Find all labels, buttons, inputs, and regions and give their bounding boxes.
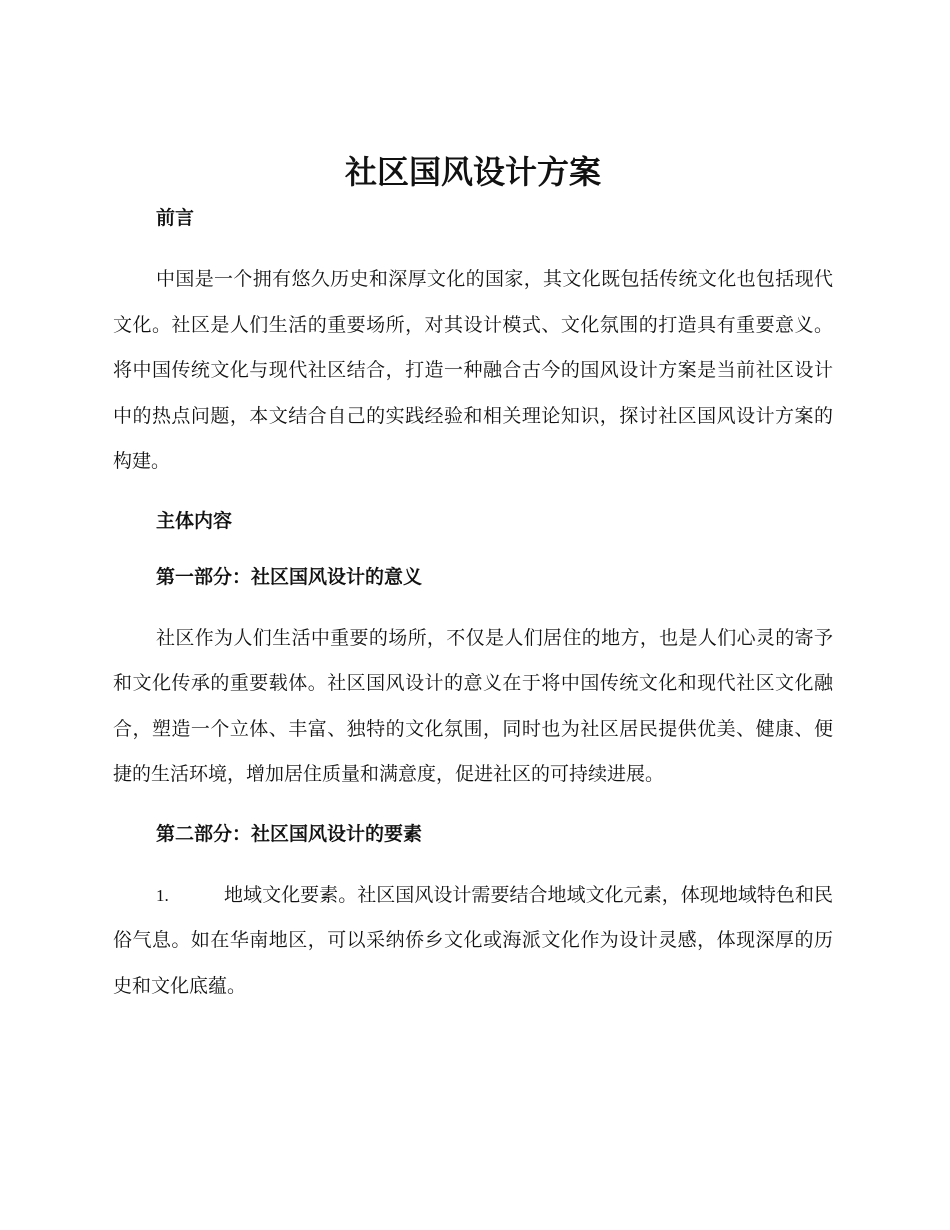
list-item-text: 地域文化要素。社区国风设计需要结合地域文化元素，体现地域特色和民俗气息。如在华南地区，可以采纳侨乡文化或海派文化作为设计灵感，体现深厚的历史和文化底蕴。 — [113, 883, 833, 997]
part1-paragraph: 社区作为人们生活中重要的场所，不仅是人们居住的地方，也是人们心灵的寄予和文化传承的重要载体。社区国风设计的意义在于将中国传统文化和现代社区文化融合，塑造一个立体、丰富、独特的文化氛围，同时也为社区居民提供优美、健康、便捷的生活环境，增加居住质量和满意度，促进社区的可持续进展。 — [113, 626, 833, 785]
main-content-heading: 主体内容 — [156, 509, 233, 532]
part2-heading: 第二部分：社区国风设计的要素 — [156, 822, 423, 845]
list-item — [113, 873, 833, 1010]
document-title: 社区国风设计方案 — [344, 153, 601, 191]
preface-paragraph: 中国是一个拥有悠久历史和深厚文化的国家，其文化既包括传统文化也包括现代文化。社区是人们生活的重要场所，对其设计模式、文化氛围的打造具有重要意义。将中国传统文化与现代社区结合，打造一种融合古今的国风设计方案是当前社区设计中的热点问题，本文结合自己的实践经验和相关理论知识，探讨社区国风设计方案的构建。 — [113, 268, 833, 472]
preface-heading: 前言 — [156, 207, 195, 229]
document-page — [113, 150, 833, 1009]
list-item-number: 1. — [156, 885, 169, 905]
part1-heading: 第一部分：社区国风设计的意义 — [156, 565, 423, 588]
